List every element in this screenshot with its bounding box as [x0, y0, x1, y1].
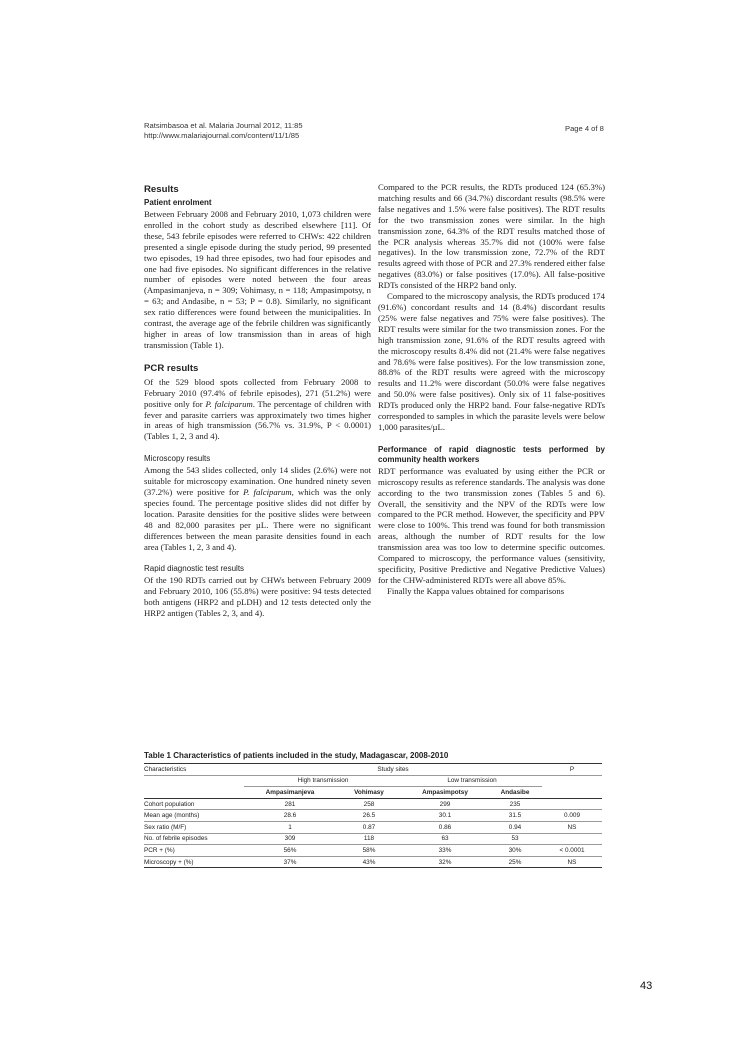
header-p: P	[542, 764, 602, 776]
kappa-paragraph: Finally the Kappa values obtained for comparisons	[387, 585, 565, 596]
site-name: Vohimasy	[336, 787, 402, 799]
table-row: Microscopy + (%) 37% 43% 32% 25% NS	[144, 856, 602, 868]
microscopy-heading: Microscopy results	[144, 454, 211, 464]
table-caption	[144, 751, 448, 760]
site-name: Ampasimanjeva	[244, 787, 336, 799]
pcr-comparison-paragraph: Compared to the PCR results, the RDTs produced 124 (65.3%) matching results and 66 (34.7%) discordant results (98.5% were false negatives and 1.5% were false positives). The RDT results for the two transmission zones were similar. In the high transmission zone, 64.3% of the RDT results matched those of the PCR analysis whereas 35.7% did not (100% were false negatives). In the low transmission zone, 72.7% of the RDT results agreed with those of PCR and 27.3% rendered either false negatives (83.0%) or false positives (17.0%). All false-positive RDTs consisted of the HRP2 band only.	[378, 182, 605, 291]
table-header-row	[144, 764, 602, 776]
citation	[144, 121, 303, 131]
page-number: 43	[640, 980, 653, 992]
performance-heading: Performance of rapid diagnostic tests performed by community health workers	[378, 444, 605, 464]
enrolment-paragraph: Between February 2008 and February 2010, 1,073 children were enrolled in the cohort study as described elsewhere [11]. Of these, 543 febrile episodes were referred to CHWs: 422 children presented a single episode during the study period, 99 presented two episodes, 19 had three episodes, two had four episodes and one had five episodes. No significant differences in the relative number of episodes were noted between the four areas (Ampasimanjeva, n = 309; Vohimasy, n = 118; Ampasimpotsy, n = 63; and Andasibe, n = 53; P = 0.8). Similarly, no significant sex ratio differences were found between the municipalities. In contrast, the average age of the febrile children was significantly higher in areas of low transmission than in areas of high transmission (Table 1).	[144, 209, 371, 350]
results-heading: Results	[144, 184, 179, 195]
species-name: P. falciparum	[205, 398, 253, 409]
rdt-paragraph: Of the 190 RDTs carried out by CHWs between February 2009 and February 2010, 106 (55.8%) were positive: 94 tests detected both antigens (HRP2 and pLDH) and 12 tests detected only the HRP2 antigen (Tables 2, 3, and 4).	[144, 575, 371, 619]
site-name: Ampasimpotsy	[402, 787, 488, 799]
left-column	[144, 182, 371, 619]
header-characteristics: Characteristics	[144, 764, 244, 776]
microscopy-paragraph: Among the 543 slides collected, only 14 slides (2.6%) were not suitable for microscopy examination. One hundred ninety seven (37.2%) were positive for P. falciparum, which was the only species found. The percentage positive slides did not differ by location. Parasite densities for the positive slides were between 48 and 82,000 parasites per µL. There were no significant differences between the mean parasite densities found in each area (Tables 1, 2, 3 and 4).	[144, 465, 371, 552]
page-of-label: Page 4 of 8	[565, 124, 604, 133]
header-study-sites: Study sites	[244, 764, 542, 776]
table-group-row	[144, 775, 602, 787]
pcr-heading: PCR results	[144, 362, 199, 374]
citation-text: Ratsimbasoa et al. Malaria Journal 2012, 11:85	[144, 121, 303, 130]
pcr-paragraph: Of the 529 blood spots collected from February 2008 to February 2010 (97.4% of febrile episodes), 271 (51.2%) were positive only for P. falciparum. The percentage of children with fever and parasite carriers was approximately two times higher in areas of high transmission (56.7% vs. 31.9%, P < 0.0001) (Tables 1, 2, 3 and 4).	[144, 376, 371, 442]
microscopy-comparison-paragraph: Compared to the microscopy analysis, the RDTs produced 174 (91.6%) concordant results and 14 (8.4%) discordant results (25% were false negatives and 75% were false positives). The RDT results were similar for the two transmission zones. For the high transmission zone, 91.6% of the RDT results agreed with the microscopy results 8.4% did not (21.4% were false negatives and 78.6% were false positives). For the low transmission zone, 88.8% of the RDT results were agreed with the microscopy results and 11.2% were discordant (50.0% were false negatives and 50.0% were false positives). Only six of 11 false-positives RDTs produced only the HRP2 band. Four false-negative RDTs corresponded to samples in which the parasite levels were below 1,000 parasites/µL.	[378, 291, 605, 432]
table-row: No. of febrile episodes 309 118 63 53	[144, 833, 602, 845]
characteristics-table	[144, 763, 602, 868]
performance-paragraph: RDT performance was evaluated by using either the PCR or microscopy results as reference standards. The analysis was done according to the two transmission zones (Tables 5 and 6). Overall, the sensitivity and the NPV of the RDTs were low compared to the PCR method. However, the specificity and PPV were close to 100%. This trend was found for both transmission areas, although the number of RDT results for the low transmission area was too low to determine specific outcomes. Compared to microscopy, the performance values (sensitivity, specificity, Positive Predictive and Negative Predictive Values) for the CHW-administered RDTs were all above 85%.	[378, 465, 605, 585]
table-row: Cohort population 281 258 299 235	[144, 798, 602, 810]
running-header	[144, 121, 303, 141]
table-row: Sex ratio (M/F) 1 0.87 0.86 0.94 NS	[144, 821, 602, 833]
table-row: PCR + (%) 56% 58% 33% 30% < 0.0001	[144, 845, 602, 857]
right-column	[378, 182, 605, 597]
rdt-heading: Rapid diagnostic test results	[144, 564, 245, 574]
article-url[interactable]: http://www.malariajournal.com/content/11/1/85	[144, 131, 300, 140]
table-row: Mean age (months) 28.6 26.5 30.1 31.5 0.009	[144, 810, 602, 822]
table-title: Characteristics of patients included in the study, Madagascar, 2008-2010	[173, 751, 449, 760]
group-low: Low transmission	[402, 775, 542, 787]
table-label: Table 1	[144, 751, 171, 760]
site-name: Andasibe	[488, 787, 542, 799]
enrolment-heading: Patient enrolment	[144, 198, 212, 207]
group-high: High transmission	[244, 775, 402, 787]
species-name: P. falciparum	[243, 487, 292, 498]
table-sites-row	[144, 787, 602, 799]
